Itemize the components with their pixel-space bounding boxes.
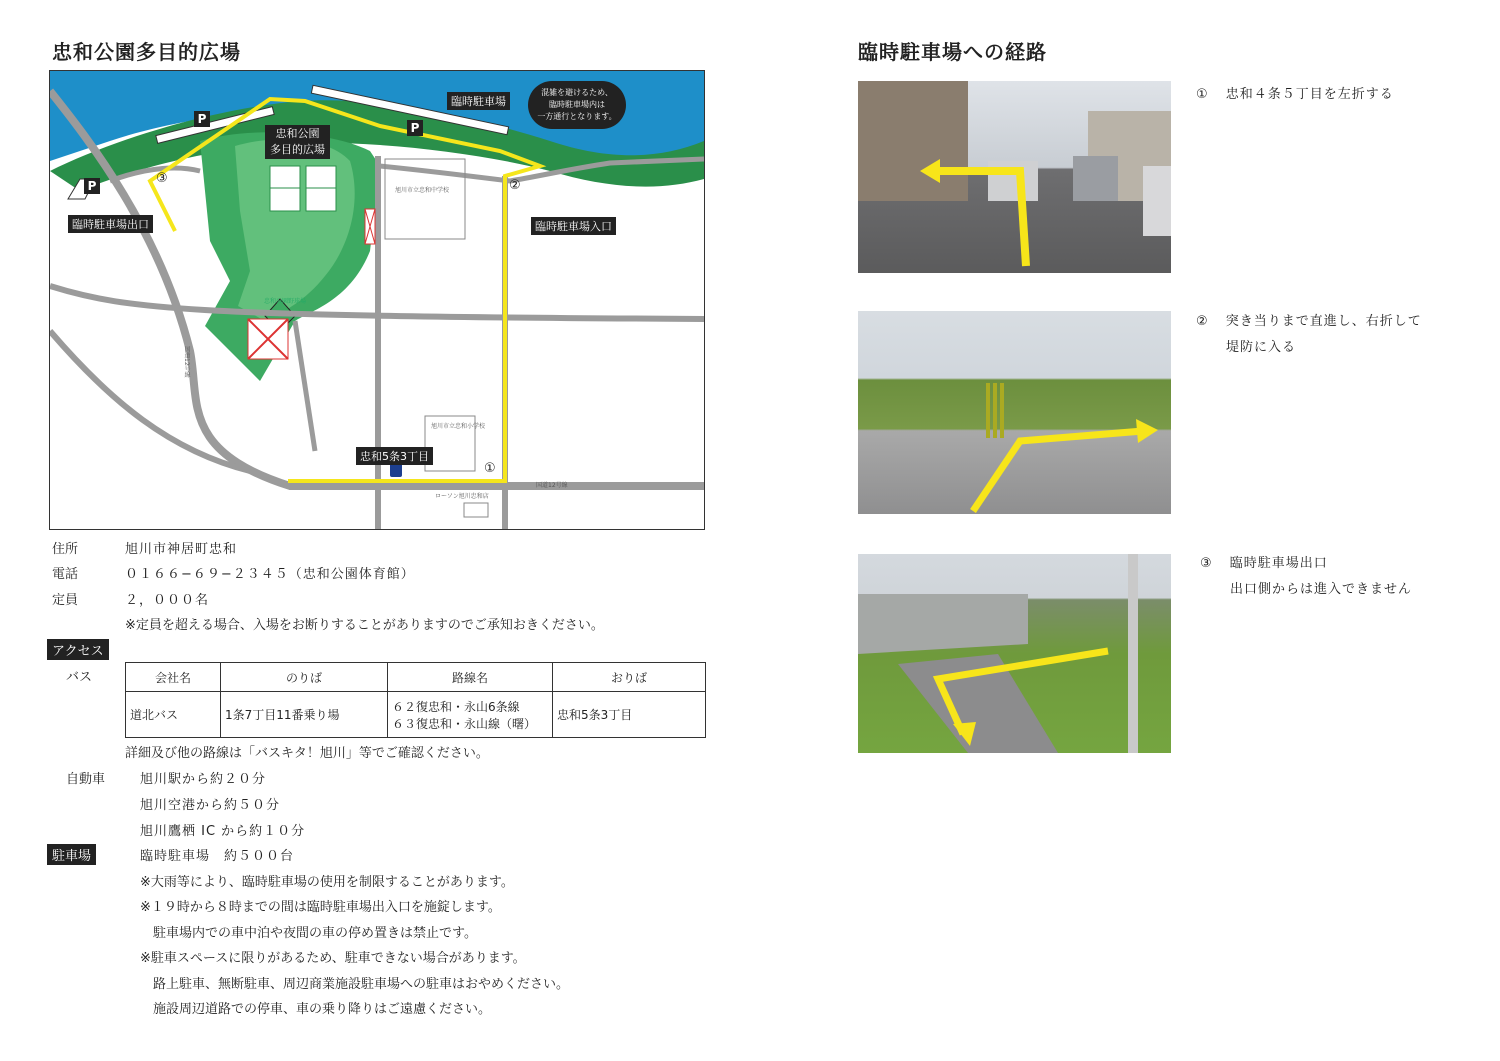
capacity-value: ２，０００名 [125, 593, 210, 608]
cell-alighting: 忠和5条3丁目 [553, 692, 706, 738]
parking-icon-2: P [407, 120, 423, 136]
bus-note: 詳細及び他の路線は「バスキタ！旭川」等でご確認ください。 [125, 746, 489, 761]
lawson-label: ローソン旭川忠和店 [435, 493, 489, 500]
route-line-1: ６２復忠和・永山6条線 [392, 699, 520, 714]
parking-note-4: ※駐車スペースに限りがあるため、駐車できない場合があります。 [140, 951, 526, 966]
route-photo-3 [858, 554, 1171, 753]
bubble-line-1: 混雑を避けるため、 [541, 88, 613, 97]
map-marker-3: ③ [156, 171, 168, 186]
bus-stop-label: 忠和5条3丁目 [356, 447, 433, 465]
car-label: 自動車 [66, 772, 106, 787]
step-3-text-2: 出口側からは進入できません [1230, 582, 1413, 597]
one-way-bubble [528, 81, 626, 129]
address-value: 旭川市神居町忠和 [125, 542, 238, 557]
temp-parking-label: 臨時駐車場 [447, 92, 510, 110]
header-company: 会社名 [126, 663, 221, 692]
parking-note-5: 路上駐車、無断駐車、周辺商業施設駐車場への駐車はおやめください。 [140, 977, 570, 992]
step-1 [1196, 82, 1394, 108]
entrance-label: 臨時駐車場入口 [531, 217, 616, 235]
parking-note-1: ※大雨等により、臨時駐車場の使用を制限することがあります。 [140, 875, 514, 890]
exit-label: 臨時駐車場出口 [68, 215, 153, 233]
photo-3-graphic [858, 554, 1171, 753]
bus-label: バス [66, 670, 93, 685]
bubble-line-3: 一方通行となります。 [537, 112, 617, 121]
capacity-label: 定員 [52, 593, 79, 608]
car-line-2: 旭川空港から約５０分 [140, 798, 281, 813]
step-2-number: ② [1196, 314, 1209, 329]
photo-1-graphic [858, 81, 1171, 273]
step-3-text-1: 臨時駐車場出口 [1229, 556, 1328, 571]
header-alighting: おりば [553, 663, 706, 692]
cell-boarding: 1条7丁目11番乗り場 [221, 692, 388, 738]
cell-company: 道北バス [126, 692, 221, 738]
header-boarding: のりば [221, 663, 388, 692]
capacity-note: ※定員を超える場合、入場をお断りすることがありますのでご承知おきください。 [125, 618, 604, 633]
step-2-text-1: 突き当りまで直進し、右折して [1225, 314, 1422, 329]
route-photo-2 [858, 311, 1171, 514]
phone-label: 電話 [52, 567, 79, 582]
right-title: 臨時駐車場への経路 [858, 40, 1047, 64]
car-line-3: 旭川鷹栖 IC から約１０分 [140, 824, 306, 839]
step-3 [1200, 551, 1412, 603]
step-3-number: ③ [1200, 556, 1213, 571]
table-row [126, 692, 706, 738]
right-arrow-icon [1136, 419, 1158, 443]
map-marker-2: ② [509, 178, 521, 193]
step-2 [1196, 309, 1422, 361]
left-title: 忠和公園多目的広場 [52, 40, 241, 64]
bus-stop-icon [390, 463, 402, 477]
map-marker-1: ① [484, 461, 496, 476]
elementary-label: 旭川市立忠和小学校 [431, 423, 486, 430]
address-label: 住所 [52, 542, 79, 557]
bus-table [125, 662, 706, 738]
step-1-text: 忠和４条５丁目を左折する [1225, 87, 1394, 102]
site-map [49, 70, 705, 530]
car-line-1: 旭川駅から約２０分 [140, 772, 267, 787]
route-photo-1 [858, 81, 1171, 273]
parking-icon-1: P [194, 111, 210, 127]
park-name-label [265, 125, 330, 159]
baseball-label: 忠和公園野球場 [264, 298, 307, 305]
header-route: 路線名 [388, 663, 553, 692]
photo-2-graphic [858, 311, 1171, 514]
park-name-line-1: 忠和公園 [275, 127, 320, 140]
step-2-text-2: 堤防に入る [1226, 340, 1297, 355]
park-name-line-2: 多目的広場 [270, 143, 325, 156]
cell-route [388, 692, 553, 738]
access-tag: アクセス [47, 639, 109, 660]
bubble-line-2: 臨時駐車場内は [549, 100, 605, 109]
step-1-number: ① [1196, 87, 1209, 102]
phone-value: ０１６６−６９−２３４５（忠和公園体育館） [125, 567, 415, 582]
route12-horizontal-label: 国道12号線 [536, 482, 568, 489]
parking-note-6: 施設周辺道路での停車、車の乗り降りはご遠慮ください。 [140, 1002, 492, 1017]
route12-vertical-label: 国道12号線 [183, 346, 190, 378]
parking-tag: 駐車場 [47, 844, 96, 865]
parking-note-2: ※１９時から８時までの間は臨時駐車場出入口を施錠します。 [140, 900, 501, 915]
junior-high-label: 旭川市立忠和中学校 [395, 187, 450, 194]
route-line-2: ６３復忠和・永山線（曙） [392, 716, 537, 731]
parking-icon-3: P [84, 178, 100, 194]
parking-note-3: 駐車場内での車中泊や夜間の車の停め置きは禁止です。 [140, 926, 477, 941]
bus-table-header [126, 663, 706, 692]
parking-main: 臨時駐車場 約５００台 [140, 849, 295, 864]
